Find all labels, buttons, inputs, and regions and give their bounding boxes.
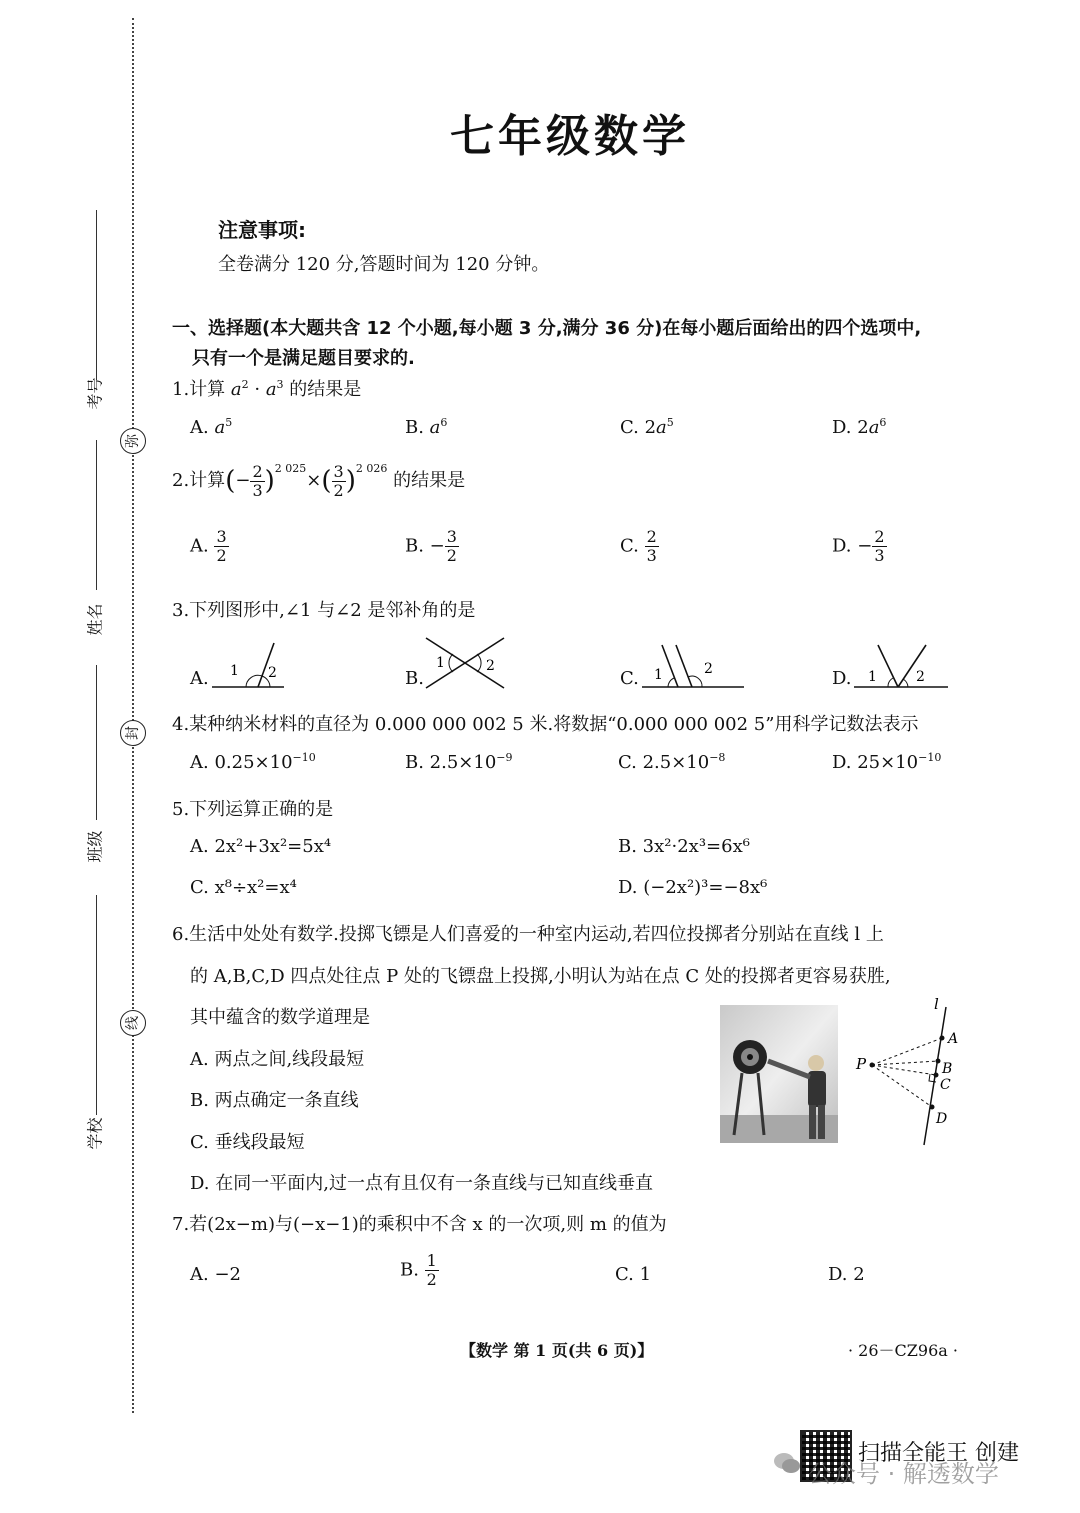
label-l: l: [934, 995, 939, 1013]
label-p: P: [856, 1055, 867, 1073]
q3-figure-b: [420, 632, 510, 694]
seal-circle-feng: 封: [120, 720, 146, 746]
q2-option-d: D. − $\frac{2}{3}$: [832, 527, 885, 565]
q5-option-d: D. (−2x²)³=−8x⁶: [618, 877, 768, 898]
question-1-stem: 1.计算 $a^2 \cdot a^3$ 的结果是: [172, 378, 362, 400]
segment-pb: [872, 1061, 938, 1065]
label-b: B: [942, 1061, 953, 1077]
q3-option-d-label: D.: [832, 668, 852, 689]
binding-dotted-line: [132, 18, 134, 1413]
q3b-angle2-text: 2: [486, 658, 495, 674]
scanner-credit: 扫描全能王 创建: [858, 1441, 1019, 1466]
class-label: 班级: [85, 830, 105, 863]
segment-pc: [872, 1065, 936, 1075]
q3-figure-d: [852, 635, 952, 695]
question-2-stem: 2.计算(− $\frac{2}{3}$ )$^{2 025}$×( $\frac{3}{2}$ )$^{2 026}$ 的结果是: [172, 461, 466, 500]
label-a: A: [948, 1031, 959, 1047]
q3b-angle1-text: 1: [436, 655, 445, 671]
school-label: 学校: [85, 1117, 105, 1150]
question-5-stem: 5.下列运算正确的是: [172, 799, 334, 820]
q3a-angle1-text: 1: [230, 663, 239, 679]
wechat-icon: [772, 1450, 802, 1476]
exam-number-label: 考号: [85, 377, 105, 410]
q5-option-c: C. x⁸÷x²=x⁴: [190, 877, 297, 898]
q7-option-c: C. 1: [615, 1264, 652, 1285]
question-6-line2: 的 A,B,C,D 四点处往点 P 处的飞镖盘上投掷,小明认为站在点 C 处的投掷者更容易获胜,: [190, 966, 891, 987]
page-footer: 【数学 第 1 页(共 6 页)】: [460, 1341, 654, 1360]
q7-option-d: D. 2: [828, 1264, 865, 1285]
notice-text: 全卷满分 120 分,答题时间为 120 分钟。: [218, 254, 550, 275]
question-7-stem: 7.若(2x−m)与(−x−1)的乘积中不含 x 的一次项,则 m 的值为: [172, 1214, 667, 1235]
q3-option-b-label: B.: [405, 668, 424, 689]
q2-option-b: B. − $\frac{3}{2}$: [405, 527, 457, 565]
q6-option-c: C. 垂线段最短: [190, 1132, 305, 1153]
section1-heading-line2: 只有一个是满足题目要求的.: [192, 348, 415, 369]
q3-figure-a: [210, 635, 290, 695]
name-label: 姓名: [85, 603, 105, 636]
q3-option-a-label: A.: [190, 668, 209, 689]
q5-option-a: A. 2x²+3x²=5x⁴: [190, 836, 332, 857]
q6-option-a: A. 两点之间,线段最短: [190, 1049, 365, 1070]
watermark-account: 公众号 · 解透数学: [808, 1460, 999, 1488]
q3-option-c-label: C.: [620, 668, 639, 689]
label-d: D: [936, 1111, 948, 1127]
class-blank: [96, 665, 97, 820]
q3a-angle2-text: 2: [268, 665, 277, 681]
page-title: 七年级数学: [450, 111, 690, 162]
segment-pa: [872, 1038, 942, 1065]
q3-figure-c: [640, 635, 750, 695]
exam-number-blank: [96, 210, 97, 380]
seal-circle-xian: 线: [120, 1010, 146, 1036]
paper-code: · 26－CZ96a ·: [848, 1341, 958, 1360]
segment-pd: [872, 1065, 932, 1107]
question-6-line1: 6.生活中处处有数学.投掷飞镖是人们喜爱的一种室内运动,若四位投掷者分别站在直线 l 上: [172, 924, 884, 945]
label-c: C: [940, 1077, 951, 1093]
q6-option-b: B. 两点确定一条直线: [190, 1090, 359, 1111]
q3c-angle1-text: 1: [654, 667, 663, 683]
question-3-stem: 3.下列图形中,∠1 与∠2 是邻补角的是: [172, 600, 476, 621]
q3d-angle1-text: 1: [868, 669, 877, 685]
q2-option-a: A. $\frac{3}{2}$: [190, 527, 227, 565]
q1-option-d: D. $2a^6$: [832, 416, 887, 438]
question-6-line3: 其中蕴含的数学道理是: [190, 1007, 370, 1028]
dart-throwing-photo: [720, 1005, 838, 1143]
notice-heading: 注意事项:: [218, 218, 306, 242]
q3d-angle2-text: 2: [916, 669, 925, 685]
q4-option-d: D. $25\times 10^{-10}$: [832, 751, 942, 773]
q1-option-c: C. $2a^5$: [620, 416, 674, 438]
q4-option-b: B. $2.5\times 10^{-9}$: [405, 751, 513, 773]
q6-line-diagram: [850, 995, 970, 1155]
name-blank: [96, 440, 97, 590]
question-4-stem: 4.某种纳米材料的直径为 0.000 000 002 5 米.将数据“0.000 000 002 5”用科学记数法表示: [172, 714, 919, 735]
q1-option-a: A. $a^5$: [190, 416, 233, 438]
q7-option-b: B. $\frac{1}{2}$: [400, 1251, 437, 1289]
section1-heading-line1: 一、选择题(本大题共含 12 个小题,每小题 3 分,满分 36 分)在每小题后面给出的四个选项中,: [172, 318, 922, 339]
q6-option-d: D. 在同一平面内,过一点有且仅有一条直线与已知直线垂直: [190, 1173, 653, 1194]
seal-circle-mi: 弥: [120, 428, 146, 454]
q4-option-c: C. $2.5\times 10^{-8}$: [618, 751, 726, 773]
q4-option-a: A. $0.25\times 10^{-10}$: [190, 751, 316, 773]
school-blank: [96, 895, 97, 1115]
q5-option-b: B. 3x²·2x³=6x⁶: [618, 836, 750, 857]
q1-option-b: B. $a^6$: [405, 416, 448, 438]
q3c-angle2-text: 2: [704, 661, 713, 677]
q7-option-a: A. −2: [190, 1264, 241, 1285]
q2-option-c: C. $\frac{2}{3}$: [620, 527, 657, 565]
